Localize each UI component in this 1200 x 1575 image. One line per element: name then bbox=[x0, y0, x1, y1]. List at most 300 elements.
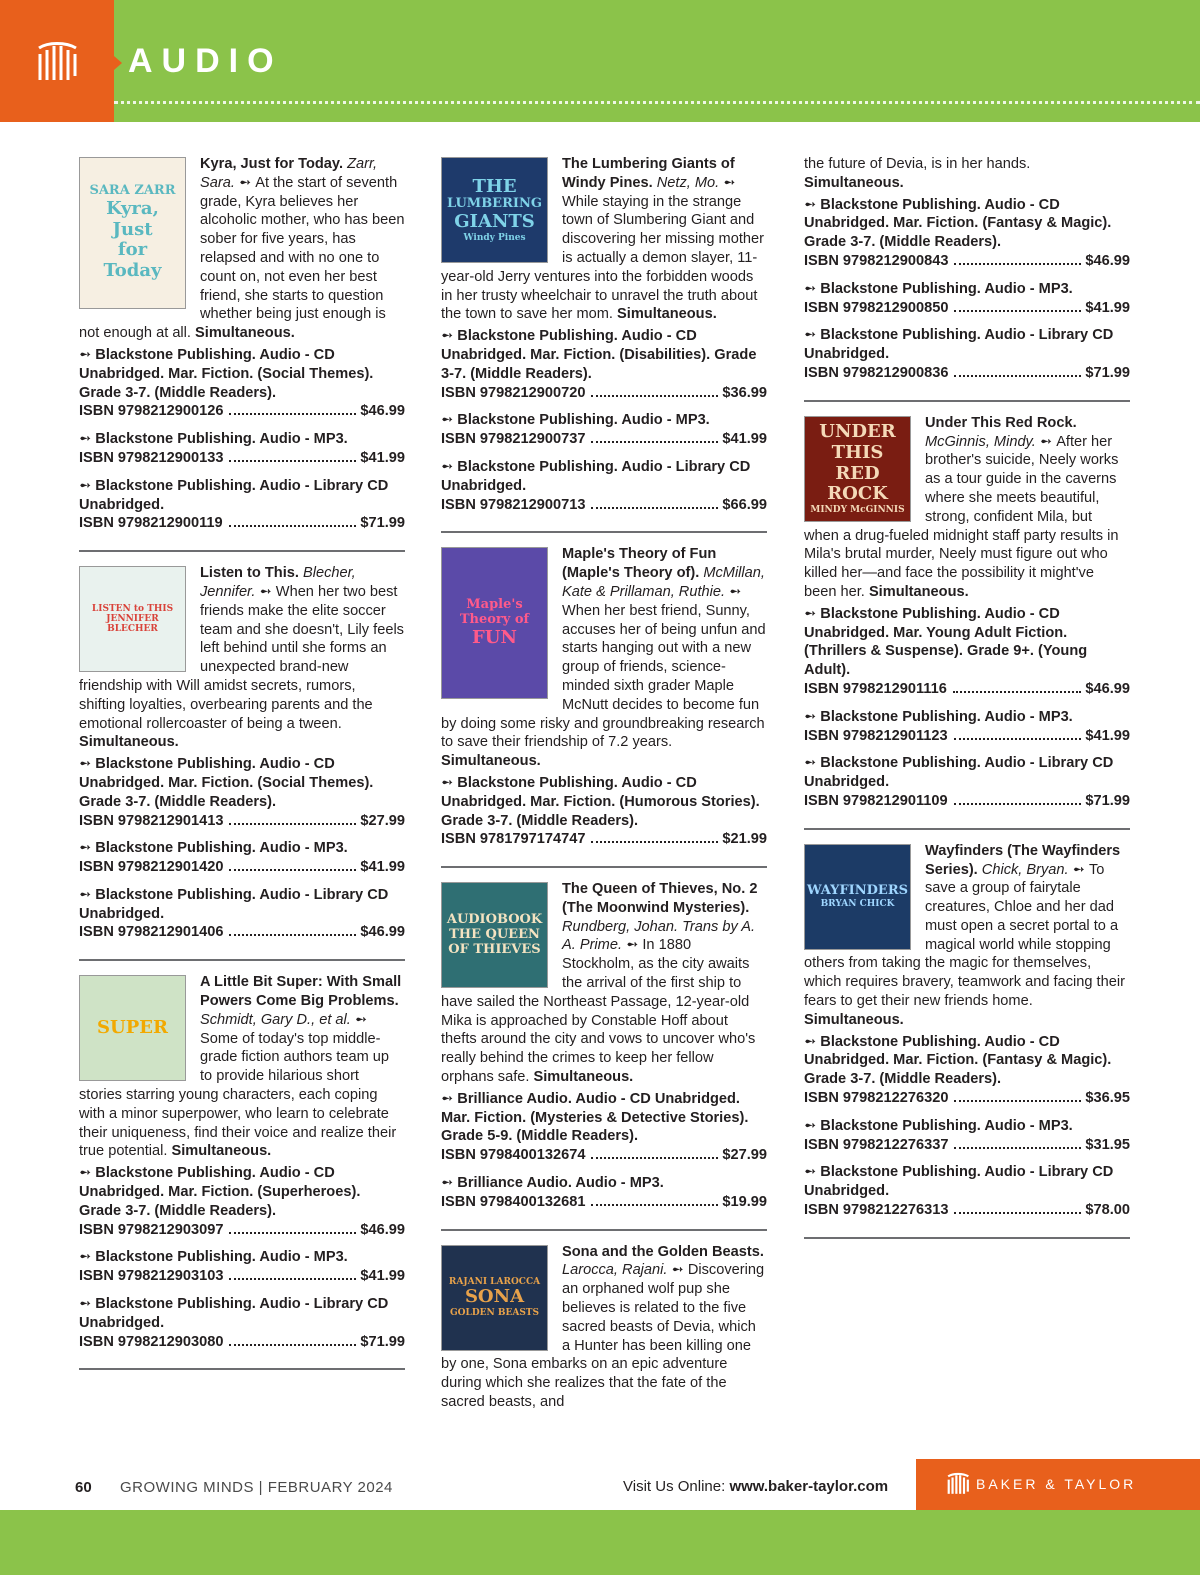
format-line bbox=[441, 327, 767, 383]
book-title[interactable]: A Little Bit Super: With Small Powers Come Big Problems. bbox=[200, 974, 402, 1010]
format-block bbox=[441, 774, 767, 849]
arrow-icon: ➻ bbox=[441, 1175, 458, 1192]
format-line bbox=[79, 430, 405, 449]
isbn-row bbox=[441, 384, 767, 403]
brand-name: BAKER & TAYLOR bbox=[976, 1476, 1137, 1492]
arrow-icon: ➻ bbox=[441, 412, 458, 429]
simultaneous-label: Simultaneous. bbox=[868, 583, 969, 600]
format-text: Brilliance Audio. Audio - MP3. bbox=[457, 1175, 664, 1192]
format-block bbox=[79, 886, 405, 942]
price: $41.99 bbox=[1085, 727, 1130, 744]
isbn-number: ISBN 9798212901116 bbox=[804, 680, 947, 697]
format-line bbox=[804, 1163, 1130, 1201]
format-block bbox=[441, 1090, 767, 1165]
isbn-row bbox=[441, 830, 767, 849]
format-text: Blackstone Publishing. Audio - CD Unabridged. Mar. Fiction. (Disabilities). Grade 3-7. (Middle Readers). bbox=[441, 328, 757, 382]
dot-leader bbox=[229, 823, 356, 825]
book-author: Larocca, Rajani. bbox=[562, 1262, 668, 1279]
format-text: Blackstone Publishing. Audio - Library CD Unabridged. bbox=[79, 477, 389, 513]
dot-leader bbox=[954, 310, 1081, 312]
isbn-number: ISBN 9798212900713 bbox=[441, 496, 586, 513]
isbn-row bbox=[79, 514, 405, 533]
isbn-row bbox=[804, 1201, 1130, 1220]
synopsis: While staying in the strange town of Slumbering Giant and discovering her missing mother is actually a demon slayer, 11-year-old Jerry ventures into the forbidden woods in her trusty wheelchair to unravel the truth about the town to save her mom. bbox=[441, 193, 764, 323]
isbn-row bbox=[441, 1193, 767, 1212]
isbn-number: ISBN 9798212903097 bbox=[79, 1221, 224, 1238]
cover-text: Today bbox=[103, 260, 162, 282]
format-text: Blackstone Publishing. Audio - Library CD Unabridged. bbox=[79, 1296, 389, 1331]
price: $46.99 bbox=[1085, 680, 1130, 697]
cover-text: Kyra, bbox=[106, 198, 159, 220]
isbn-number: ISBN 9798212901406 bbox=[79, 924, 224, 941]
arrow-icon: ➻ bbox=[79, 886, 96, 903]
cover-text: RED bbox=[835, 462, 880, 484]
book-title[interactable]: Kyra, Just for Today. bbox=[200, 156, 343, 172]
format-line bbox=[79, 1295, 405, 1333]
isbn-row bbox=[79, 858, 405, 877]
format-text: Blackstone Publishing. Audio - Library CD Unabridged. bbox=[79, 886, 389, 922]
price: $41.99 bbox=[722, 431, 767, 448]
book-cover-image bbox=[441, 157, 548, 263]
isbn-number: ISBN 9798212276320 bbox=[804, 1090, 949, 1107]
continued-formats bbox=[804, 196, 1130, 402]
format-text: Blackstone Publishing. Audio - MP3. bbox=[820, 1117, 1073, 1134]
format-block bbox=[804, 326, 1130, 382]
catalog-entry bbox=[804, 414, 1130, 830]
arrow-icon: ➻ bbox=[238, 174, 256, 191]
arrow-icon: ➻ bbox=[441, 1090, 458, 1107]
isbn-row bbox=[804, 727, 1130, 746]
isbn-row bbox=[441, 1146, 767, 1165]
footer-brand-box bbox=[916, 1459, 1200, 1510]
book-cover-image bbox=[441, 882, 548, 988]
visit-online: Visit Us Online: www.baker-taylor.com bbox=[623, 1478, 889, 1495]
format-block bbox=[804, 280, 1130, 318]
simultaneous-label: Simultaneous. bbox=[617, 306, 717, 323]
cover-text: SARA ZARR bbox=[89, 183, 176, 199]
price: $19.99 bbox=[722, 1193, 767, 1210]
price: $71.99 bbox=[1085, 364, 1130, 381]
cover-text: JENNIFER BLECHER bbox=[106, 613, 159, 635]
format-line bbox=[804, 280, 1130, 299]
simultaneous-label: Simultaneous. bbox=[79, 734, 179, 751]
book-author: McGinnis, Mindy. bbox=[925, 433, 1036, 450]
format-block bbox=[79, 1164, 405, 1239]
cover-text: LISTEN to THIS bbox=[91, 603, 174, 614]
price: $46.99 bbox=[1085, 252, 1130, 269]
isbn-number: ISBN 9798400132674 bbox=[441, 1147, 586, 1164]
bt-columns-icon bbox=[946, 1472, 970, 1496]
format-block bbox=[804, 196, 1130, 271]
format-block bbox=[79, 1248, 405, 1286]
isbn-row bbox=[804, 680, 1130, 699]
format-line bbox=[804, 326, 1130, 364]
format-text: Blackstone Publishing. Audio - Library CD Unabridged. bbox=[441, 458, 751, 494]
arrow-icon: ➻ bbox=[804, 196, 821, 213]
arrow-icon: ➻ bbox=[804, 1164, 821, 1181]
dot-leader bbox=[954, 1100, 1081, 1102]
format-block bbox=[804, 1033, 1130, 1108]
dot-leader bbox=[229, 1232, 356, 1234]
arrow-icon: ➻ bbox=[1072, 861, 1089, 878]
arrow-icon: ➻ bbox=[804, 708, 821, 725]
format-block bbox=[804, 605, 1130, 699]
book-title[interactable]: The Lumbering Giants of Windy Pines. bbox=[562, 156, 735, 191]
book-cover-image bbox=[804, 844, 911, 950]
format-block bbox=[79, 755, 405, 830]
book-title[interactable]: Wayfinders (The Wayfinders Series). bbox=[925, 842, 1121, 878]
format-line bbox=[804, 1033, 1130, 1089]
catalog-entry bbox=[79, 155, 405, 552]
format-block bbox=[79, 477, 405, 533]
price: $27.99 bbox=[360, 812, 405, 829]
format-block bbox=[79, 346, 405, 421]
isbn-number: ISBN 9798212901420 bbox=[79, 859, 224, 876]
cover-text: THE QUEEN bbox=[449, 926, 540, 942]
book-author: Rundberg, Johan. Trans by A. A. Prime. bbox=[562, 918, 756, 954]
catalog-entry bbox=[441, 545, 767, 868]
book-cover-image bbox=[79, 157, 186, 309]
isbn-row bbox=[79, 449, 405, 468]
synopsis: In 1880 Stockholm, as the city awaits the arrival of the first ship to have sailed the Northeast Passage, 12-year-old Mika is approached by Constable Hoff about thefts around the city and vows to uncover who's really behind the crimes to keep her fellow orphans safe. bbox=[441, 937, 756, 1086]
cover-text: RAJANI LAROCCA bbox=[448, 1276, 541, 1287]
format-block bbox=[441, 327, 767, 402]
continued-description: the future of Devia, is in her hands. Simultaneous. bbox=[804, 156, 1031, 191]
catalog-entry bbox=[79, 973, 405, 1370]
simultaneous-label: Simultaneous. bbox=[195, 325, 295, 342]
arrow-icon: ➻ bbox=[804, 327, 821, 344]
arrow-icon: ➻ bbox=[441, 774, 458, 791]
format-line bbox=[79, 755, 405, 811]
cover-text: BRYAN CHICK bbox=[820, 899, 895, 909]
book-author: Schmidt, Gary D., et al. bbox=[200, 1011, 351, 1028]
column-3 bbox=[804, 155, 1130, 1251]
format-text: Blackstone Publishing. Audio - MP3. bbox=[820, 280, 1073, 297]
dot-leader bbox=[229, 413, 356, 415]
isbn-row bbox=[79, 402, 405, 421]
isbn-number: ISBN 9781797174747 bbox=[441, 831, 586, 848]
format-line bbox=[804, 605, 1130, 680]
book-cover-image bbox=[441, 1245, 548, 1351]
book-title[interactable]: Maple's Theory of Fun (Maple's Theory of). bbox=[562, 546, 717, 582]
dot-leader bbox=[591, 1204, 718, 1206]
arrow-icon: ➻ bbox=[79, 431, 96, 448]
synopsis: When her best friend, Sunny, accuses her of being unfun and starts hanging out with a new group of friends, science-minded sixth grader Maple McNutt decides to become fun by doing some risky and groundbreaking research to save their friendship of 7.2 years. bbox=[441, 602, 766, 751]
format-line bbox=[804, 754, 1130, 792]
isbn-number: ISBN 9798212900737 bbox=[441, 431, 586, 448]
dot-leader bbox=[229, 934, 356, 936]
format-text: Blackstone Publishing. Audio - Library CD Unabridged. bbox=[804, 1164, 1114, 1200]
cover-text: WAYFINDERS bbox=[806, 883, 909, 899]
isbn-number: ISBN 9798212900836 bbox=[804, 364, 949, 381]
cover-text: GOLDEN BEASTS bbox=[449, 1307, 540, 1318]
price: $41.99 bbox=[1085, 299, 1130, 316]
arrow-icon: ➻ bbox=[79, 1249, 96, 1266]
column-1 bbox=[79, 155, 405, 1382]
book-cover-image bbox=[441, 547, 548, 699]
price: $46.99 bbox=[360, 924, 405, 941]
book-cover-image bbox=[804, 416, 911, 522]
format-line bbox=[441, 411, 767, 430]
arrow-icon: ➻ bbox=[79, 840, 96, 857]
dot-leader bbox=[591, 441, 718, 443]
isbn-number: ISBN 9798212901109 bbox=[804, 792, 948, 809]
dot-leader bbox=[229, 1344, 356, 1346]
cover-text: Just bbox=[112, 218, 153, 240]
synopsis: Discovering an orphaned wolf pup she believes is related to the five sacred beasts of Devia, which a Hunter has been killing one by one, Sona embarks on an epic adventure during which she realizes that the fate of the sacred beasts, and bbox=[441, 1262, 765, 1411]
arrow-icon: ➻ bbox=[804, 605, 821, 622]
arrow-icon: ➻ bbox=[79, 477, 96, 494]
arrow-icon: ➻ bbox=[79, 1296, 96, 1313]
book-author: Zarr, Sara. bbox=[200, 156, 378, 191]
format-line bbox=[441, 458, 767, 496]
format-line bbox=[441, 1090, 767, 1146]
dot-leader bbox=[953, 691, 1082, 693]
arrow-icon: ➻ bbox=[79, 756, 96, 773]
format-text: Blackstone Publishing. Audio - MP3. bbox=[820, 708, 1073, 725]
bt-logo-box bbox=[0, 0, 114, 122]
book-cover-image bbox=[79, 566, 186, 672]
dot-leader bbox=[954, 263, 1081, 265]
cover-text: ROCK bbox=[827, 483, 888, 505]
format-line bbox=[79, 1248, 405, 1267]
isbn-number: ISBN 9798212900133 bbox=[79, 449, 224, 466]
format-block bbox=[79, 1295, 405, 1351]
price: $71.99 bbox=[360, 1333, 405, 1350]
isbn-row bbox=[804, 252, 1130, 271]
format-line bbox=[441, 774, 767, 830]
bt-columns-icon bbox=[36, 40, 78, 84]
format-text: Blackstone Publishing. Audio - Library CD Unabridged. bbox=[804, 327, 1114, 363]
cover-text: THE bbox=[472, 175, 517, 197]
book-author: Netz, Mo. bbox=[656, 174, 720, 191]
book-author: McMillan, Kate & Prillaman, Ruthie. bbox=[562, 565, 765, 600]
format-text: Blackstone Publishing. Audio - Library CD Unabridged. bbox=[804, 755, 1114, 791]
dot-leader bbox=[954, 803, 1082, 805]
simultaneous-label: Simultaneous. bbox=[171, 1143, 272, 1160]
isbn-row bbox=[804, 299, 1130, 318]
isbn-number: ISBN 9798212900119 bbox=[79, 515, 223, 532]
arrow-icon: ➻ bbox=[79, 1165, 96, 1182]
format-block bbox=[79, 839, 405, 877]
isbn-row bbox=[804, 364, 1130, 383]
format-text: Blackstone Publishing. Audio - CD Unabridged. Mar. Fiction. (Fantasy & Magic). Grade 3-7. (Middle Readers). bbox=[804, 1033, 1112, 1088]
header-arrow-icon bbox=[114, 56, 122, 70]
arrow-icon: ➻ bbox=[354, 1011, 368, 1028]
format-line bbox=[804, 708, 1130, 727]
arrow-icon: ➻ bbox=[626, 937, 643, 954]
format-line bbox=[79, 886, 405, 924]
dot-leader bbox=[229, 460, 356, 462]
cover-text: THIS bbox=[831, 441, 884, 463]
format-line bbox=[79, 1164, 405, 1220]
arrow-icon: ➻ bbox=[804, 1117, 821, 1134]
format-text: Blackstone Publishing. Audio - CD Unabridged. Mar. Fiction. (Superheroes). Grade 3-7. (Middle Readers). bbox=[79, 1165, 361, 1219]
format-block bbox=[441, 411, 767, 449]
magazine-issue: GROWING MINDS | FEBRUARY 2024 bbox=[120, 1479, 393, 1496]
isbn-row bbox=[804, 1136, 1130, 1155]
dot-leader bbox=[229, 869, 356, 871]
isbn-number: ISBN 9798212900720 bbox=[441, 384, 586, 401]
isbn-number: ISBN 9798212901123 bbox=[804, 727, 948, 744]
isbn-number: ISBN 9798400132681 bbox=[441, 1193, 586, 1210]
price: $31.95 bbox=[1085, 1136, 1130, 1153]
synopsis: At the start of seventh grade, Kyra believes her alcoholic mother, who has been sober for five years, has relapsed and with no one to count on, not even her best friend, she starts to question whether being just enough is not enough at all. bbox=[79, 174, 405, 342]
price: $71.99 bbox=[1085, 792, 1130, 809]
isbn-number: ISBN 9798212276337 bbox=[804, 1136, 949, 1153]
dot-leader bbox=[591, 395, 718, 397]
section-title: AUDIO bbox=[128, 42, 283, 80]
format-block bbox=[441, 1174, 767, 1212]
book-title[interactable]: Under This Red Rock. bbox=[925, 414, 1077, 431]
isbn-row bbox=[441, 496, 767, 515]
dot-leader bbox=[591, 1157, 718, 1159]
price: $71.99 bbox=[360, 515, 405, 532]
format-line bbox=[79, 839, 405, 858]
format-block bbox=[804, 1163, 1130, 1219]
format-text: Blackstone Publishing. Audio - CD Unabridged. Mar. Fiction. (Humorous Stories). Grade 3-7. (Middle Readers). bbox=[441, 774, 760, 829]
simultaneous-label: Simultaneous. bbox=[533, 1069, 634, 1086]
cover-text: MINDY McGINNIS bbox=[810, 504, 905, 515]
book-author: Blecher, Jennifer. bbox=[200, 565, 356, 600]
website-link[interactable]: www.baker-taylor.com bbox=[729, 1478, 889, 1495]
synopsis: After her brother's suicide, Neely works as a tour guide in the caverns where she meets beautiful, strong, confident Mila, but when a drug-fueled midnight staff party results in Mila's brutal murder, Neely must figure out who killed her—and face the possibility it might've been her. bbox=[804, 433, 1119, 600]
price: $66.99 bbox=[722, 496, 767, 513]
dot-leader bbox=[954, 375, 1081, 377]
cover-text: SONA bbox=[464, 1286, 525, 1308]
price: $41.99 bbox=[360, 1268, 405, 1285]
price: $36.99 bbox=[722, 384, 767, 401]
format-line bbox=[79, 346, 405, 402]
format-block bbox=[804, 754, 1130, 810]
price: $27.99 bbox=[722, 1147, 767, 1164]
arrow-icon: ➻ bbox=[441, 328, 458, 345]
isbn-number: ISBN 9798212900850 bbox=[804, 299, 949, 316]
format-text: Blackstone Publishing. Audio - MP3. bbox=[95, 431, 348, 448]
cover-text: GIANTS bbox=[454, 211, 535, 233]
format-text: Blackstone Publishing. Audio - CD Unabridged. Mar. Fiction. (Social Themes). Grade 3-7. (Middle Readers). bbox=[79, 756, 374, 810]
catalog-entry bbox=[441, 880, 767, 1231]
isbn-number: ISBN 9798212901413 bbox=[79, 812, 224, 829]
format-line bbox=[804, 1117, 1130, 1136]
book-title[interactable]: Sona and the Golden Beasts. bbox=[562, 1243, 764, 1260]
book-title[interactable]: Listen to This. bbox=[200, 565, 299, 582]
catalog-entry bbox=[804, 842, 1130, 1239]
format-line bbox=[441, 1174, 767, 1193]
format-line bbox=[804, 196, 1130, 252]
catalog-entry bbox=[441, 1243, 767, 1423]
isbn-row bbox=[79, 1333, 405, 1352]
isbn-number: ISBN 9798212900843 bbox=[804, 252, 949, 269]
book-title[interactable]: The Queen of Thieves, No. 2 (The Moonwind Mysteries). bbox=[562, 881, 758, 916]
cover-text: FUN bbox=[472, 626, 517, 648]
book-cover-image bbox=[79, 975, 186, 1081]
price: $46.99 bbox=[360, 1221, 405, 1238]
isbn-row bbox=[804, 1089, 1130, 1108]
price: $41.99 bbox=[360, 449, 405, 466]
dot-leader bbox=[954, 1212, 1081, 1214]
catalog-entry bbox=[441, 155, 767, 533]
isbn-row bbox=[441, 430, 767, 449]
dot-leader bbox=[591, 507, 718, 509]
price: $36.95 bbox=[1085, 1090, 1130, 1107]
synopsis: Some of today's top middle-grade fiction authors team up to provide hilarious short stories starring young characters, each coping with a minor superpower, who learn to celebrate their uniqueness, find their voice and realize their true potential. bbox=[79, 1030, 397, 1160]
arrow-icon: ➻ bbox=[1039, 433, 1057, 450]
arrow-icon: ➻ bbox=[804, 1033, 821, 1050]
dot-leader bbox=[229, 1278, 356, 1280]
arrow-icon: ➻ bbox=[804, 755, 821, 772]
isbn-row bbox=[79, 1221, 405, 1240]
arrow-icon: ➻ bbox=[79, 346, 96, 363]
dot-leader bbox=[954, 738, 1082, 740]
isbn-row bbox=[79, 923, 405, 942]
simultaneous-label: Simultaneous. bbox=[804, 1011, 904, 1028]
cover-text: Theory of bbox=[459, 612, 530, 627]
arrow-icon: ➻ bbox=[804, 280, 821, 297]
isbn-number: ISBN 9798212903080 bbox=[79, 1333, 224, 1350]
format-text: Blackstone Publishing. Audio - MP3. bbox=[457, 412, 710, 429]
isbn-number: ISBN 9798212276313 bbox=[804, 1202, 949, 1219]
cover-text: SUPER bbox=[97, 1016, 168, 1038]
catalog-entry bbox=[79, 564, 405, 961]
cover-text: UNDER bbox=[819, 421, 896, 443]
isbn-row bbox=[804, 792, 1130, 811]
section-header bbox=[0, 0, 1200, 122]
simultaneous-label: Simultaneous. bbox=[441, 753, 541, 770]
arrow-icon: ➻ bbox=[441, 458, 458, 475]
arrow-icon: ➻ bbox=[723, 174, 736, 191]
cover-text: LUMBERING bbox=[447, 196, 542, 212]
dot-leader bbox=[229, 525, 357, 527]
isbn-number: ISBN 9798212900126 bbox=[79, 403, 224, 420]
arrow-icon: ➻ bbox=[729, 583, 742, 600]
dot-leader bbox=[591, 841, 718, 843]
cover-text: Windy Pines bbox=[463, 232, 526, 243]
page-number: 60 bbox=[75, 1479, 92, 1496]
format-block bbox=[441, 458, 767, 514]
format-text: Brilliance Audio. Audio - CD Unabridged. Mar. Fiction. (Mysteries & Detective Stories). Grade 5-9. (Middle Readers). bbox=[441, 1090, 749, 1145]
isbn-row bbox=[79, 812, 405, 831]
dot-leader bbox=[954, 1147, 1081, 1149]
format-block bbox=[79, 430, 405, 468]
isbn-row bbox=[79, 1267, 405, 1286]
header-dotted-rule bbox=[114, 101, 1200, 104]
price: $21.99 bbox=[722, 831, 767, 848]
format-text: Blackstone Publishing. Audio - CD Unabridged. Mar. Fiction. (Fantasy & Magic). Grade 3-7. (Middle Readers). bbox=[804, 196, 1112, 251]
cover-text: AUDIOBOOK bbox=[446, 911, 543, 927]
cover-text: for bbox=[117, 239, 148, 261]
format-text: Blackstone Publishing. Audio - CD Unabridged. Mar. Young Adult Fiction. (Thrillers & Suspense). Grade 9+. (Young Adult). bbox=[804, 605, 1088, 679]
cover-text: OF THIEVES bbox=[448, 941, 541, 957]
format-text: Blackstone Publishing. Audio - MP3. bbox=[95, 840, 348, 857]
price: $41.99 bbox=[360, 859, 405, 876]
format-text: Blackstone Publishing. Audio - MP3. bbox=[95, 1249, 348, 1266]
cover-text: Maple's bbox=[466, 597, 523, 613]
synopsis: When her two best friends make the elite soccer team and she doesn't, Lily feels left behind until she forms an unexpected brand-new friendship with Will amidst secrets, rumors, shifting loyalties, overbearing parents and the emotional rollercoaster of being a tween. bbox=[79, 583, 404, 732]
price: $78.00 bbox=[1085, 1202, 1130, 1219]
format-line bbox=[79, 477, 405, 515]
column-2 bbox=[441, 155, 767, 1435]
book-author: Chick, Bryan. bbox=[981, 861, 1069, 878]
column-3-entries bbox=[804, 414, 1130, 1239]
synopsis: To save a group of fairytale creatures, Chloe and her dad must open a secret portal to a magical world while stopping others from taking the magic for themselves, which requires bravery, teamwork and facing their fears to get their new friends home. bbox=[804, 861, 1125, 1010]
format-text: Blackstone Publishing. Audio - CD Unabridged. Mar. Fiction. (Social Themes). Grade 3-7. (Middle Readers). bbox=[79, 346, 374, 401]
footer-band bbox=[0, 1510, 1200, 1575]
format-block bbox=[804, 1117, 1130, 1155]
price: $46.99 bbox=[360, 403, 405, 420]
arrow-icon: ➻ bbox=[259, 583, 276, 600]
format-block bbox=[804, 708, 1130, 746]
